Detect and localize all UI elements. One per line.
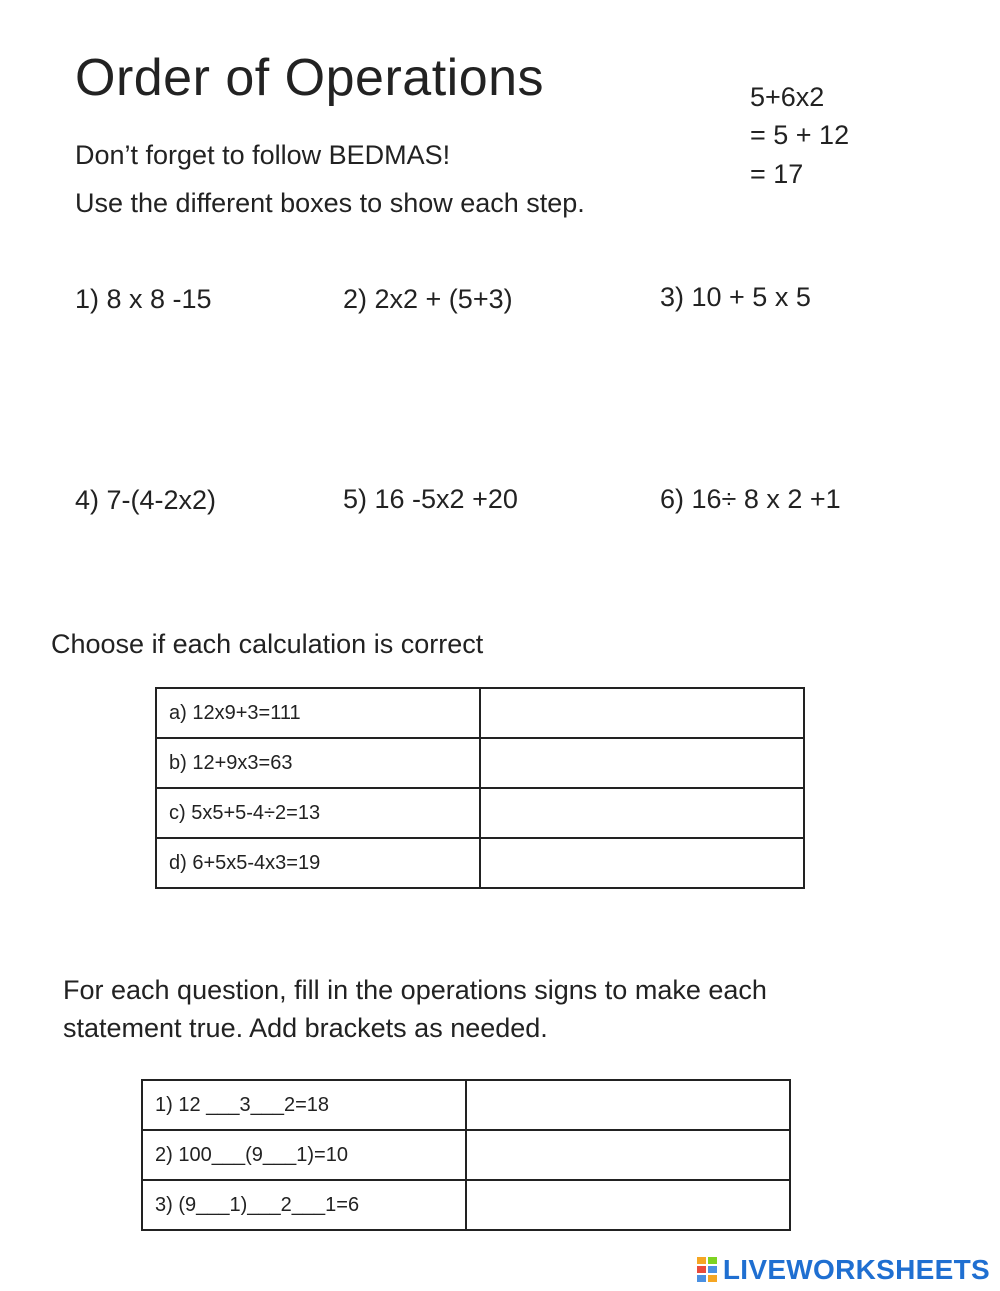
instruction-steps: Use the different boxes to show each step.: [75, 188, 585, 218]
answer-box[interactable]: [466, 1080, 790, 1130]
answer-box[interactable]: [466, 1130, 790, 1180]
brand-logo: [697, 1254, 990, 1286]
problem-2: 2) 2x2 + (5+3): [343, 284, 513, 314]
calculation-check-table: [155, 687, 805, 889]
liveworksheets-logo-icon: [697, 1257, 719, 1283]
table-row: [142, 1180, 790, 1230]
problem-3: 3) 10 + 5 x 5: [660, 282, 811, 312]
section-fill-heading-line-2: statement true. Add brackets as needed.: [63, 1013, 548, 1043]
answer-box[interactable]: [480, 838, 804, 888]
calculation-cell: a) 12x9+3=111: [156, 688, 480, 738]
example-line-1: 5+6x2: [750, 82, 825, 112]
table-row: [156, 838, 804, 888]
table-row: [142, 1080, 790, 1130]
table-row: [142, 1130, 790, 1180]
page-title: Order of Operations: [75, 49, 545, 107]
section-correct-heading: Choose if each calculation is correct: [51, 629, 484, 659]
statement-cell: 2) 100___(9___1)=10: [142, 1130, 466, 1180]
fill-operations-table: [141, 1079, 791, 1231]
example-line-3: = 17: [750, 159, 804, 189]
instruction-bedmas: Don’t forget to follow BEDMAS!: [75, 140, 451, 170]
calculation-cell: c) 5x5+5-4÷2=13: [156, 788, 480, 838]
section-fill-heading-line-1: For each question, fill in the operations signs to make each: [63, 975, 767, 1005]
table-row: [156, 738, 804, 788]
answer-box[interactable]: [480, 788, 804, 838]
answer-box[interactable]: [466, 1180, 790, 1230]
example-line-2: = 5 + 12: [750, 120, 850, 150]
table-row: [156, 688, 804, 738]
problem-5: 5) 16 -5x2 +20: [343, 484, 518, 514]
statement-cell: 1) 12 ___3___2=18: [142, 1080, 466, 1130]
problem-6: 6) 16÷ 8 x 2 +1: [660, 484, 841, 514]
calculation-cell: b) 12+9x3=63: [156, 738, 480, 788]
calculation-cell: d) 6+5x5-4x3=19: [156, 838, 480, 888]
problem-4: 4) 7-(4-2x2): [75, 485, 217, 515]
statement-cell: 3) (9___1)___2___1=6: [142, 1180, 466, 1230]
brand-name: LIVEWORKSHEETS: [722, 1254, 990, 1285]
answer-box[interactable]: [480, 738, 804, 788]
table-row: [156, 788, 804, 838]
answer-box[interactable]: [480, 688, 804, 738]
problem-1: 1) 8 x 8 -15: [75, 284, 212, 314]
